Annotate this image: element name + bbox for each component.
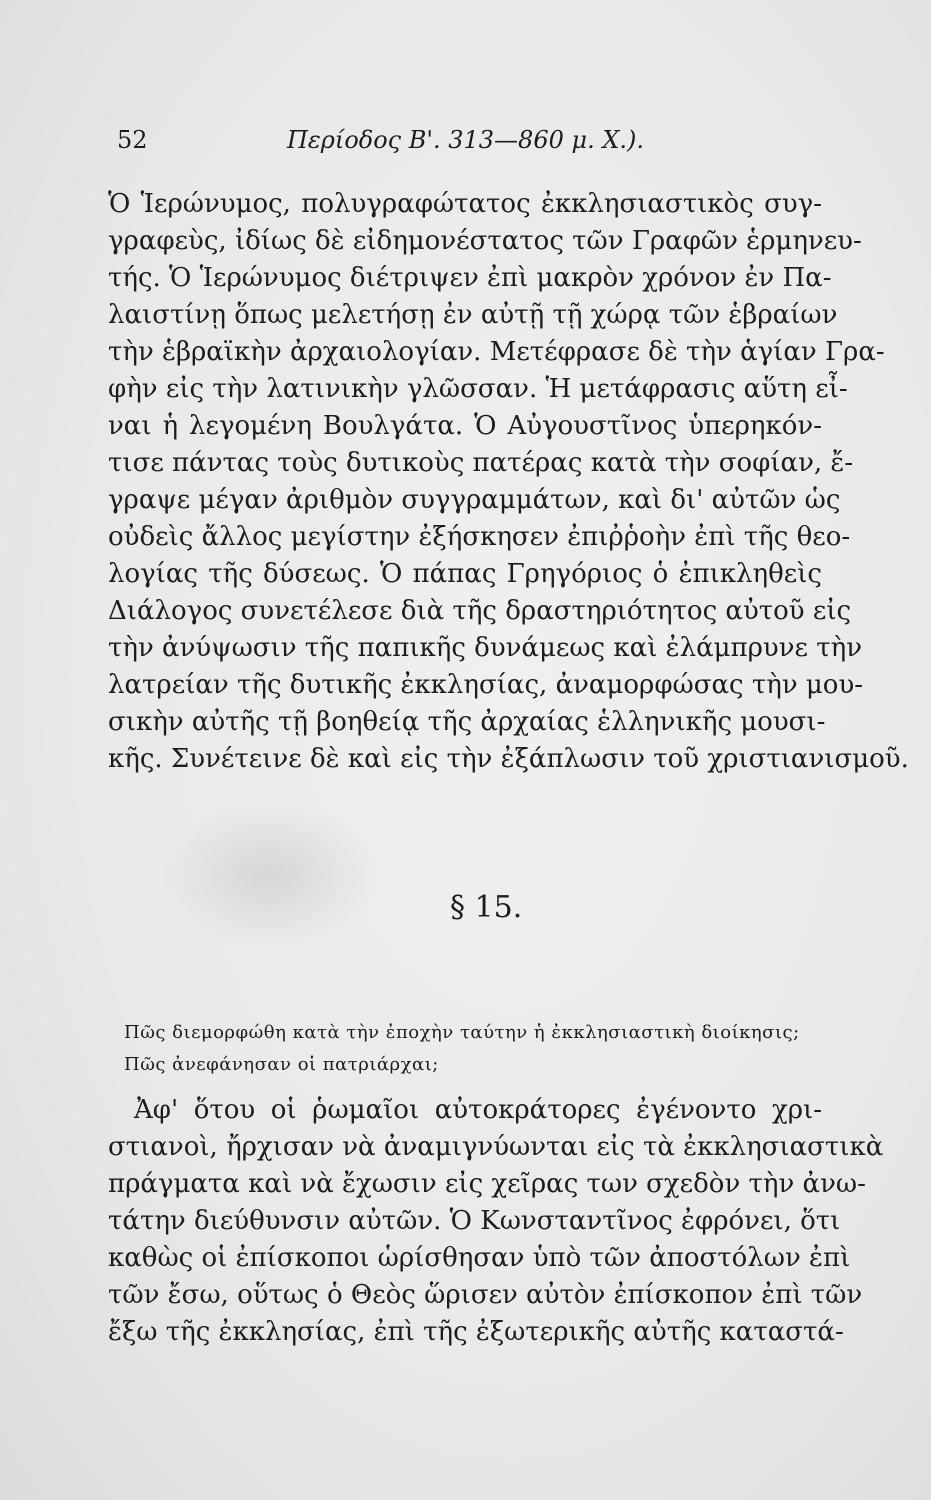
text-line: τής. Ὁ Ἱερώνυμος διέτριψεν ἐπὶ μακρὸν χρόνον ἐν Πα- (108, 263, 832, 293)
text-line: κῆς. Συνέτεινε δὲ καὶ εἰς τὴν ἐξάπλωσιν τοῦ χριστιανισμοῦ. (108, 744, 909, 774)
summary-line: Πῶς ἀνεφάνησαν οἱ πατριάρχαι; (124, 1054, 439, 1075)
page-stain (160, 800, 380, 950)
text-line: ναι ἡ λεγομένη Βουλγάτα. Ὁ Αὐγουστῖνος ὑπερηκόν- (108, 411, 822, 441)
text-line: Διάλογος συνετέλεσε διὰ τῆς δραστηριότητος αὐτοῦ εἰς (108, 596, 852, 626)
text-line: καθὼς οἱ ἐπίσκοποι ὡρίσθησαν ὑπὸ τῶν ἀποστόλων ἐπὶ (108, 1243, 851, 1273)
summary-line: Πῶς διεμορφώθη κατὰ τὴν ἐποχὴν ταύτην ἡ ἐκκλησιαστικὴ διοίκησις; (124, 1022, 800, 1043)
page-header (117, 126, 817, 160)
text-line: Ἀφ' ὅτου οἱ ῥωμαῖοι αὐτοκράτορες ἐγένοντο χρι- (134, 1095, 822, 1125)
text-line: φὴν εἰς τὴν λατινικὴν γλῶσσαν. Ἡ μετάφρασις αὕτη εἶ- (108, 374, 848, 404)
section-heading: § 15. (450, 890, 523, 925)
running-head: Περίοδος Β'. 313—860 μ. Χ.). (287, 126, 645, 154)
text-line: οὐδεὶς ἄλλος μεγίστην ἐξήσκησεν ἐπιῤῥοὴν ἐπὶ τῆς θεο- (108, 522, 851, 552)
text-line: τάτην διεύθυνσιν αὐτῶν. Ὁ Κωνσταντῖνος ἐφρόνει, ὅτι (108, 1206, 841, 1236)
text-line: γραψε μέγαν ἀριθμὸν συγγραμμάτων, καὶ δι' αὐτῶν ὡς (108, 485, 841, 515)
text-line: τισε πάντας τοὺς δυτικοὺς πατέρας κατὰ τὴν σοφίαν, ἔ- (108, 448, 854, 478)
text-line: τῶν ἔσω, οὕτως ὁ Θεὸς ὥρισεν αὐτὸν ἐπίσκοπον ἐπὶ τῶν (108, 1280, 863, 1310)
text-line: πράγματα καὶ νὰ ἔχωσιν εἰς χεῖρας των σχεδὸν τὴν ἀνω- (108, 1169, 866, 1199)
text-line: σικὴν αὐτῆς τῇ βοηθείᾳ τῆς ἀρχαίας ἑλληνικῆς μουσι- (108, 707, 826, 737)
text-line: Ὁ Ἱερώνυμος, πολυγραφώτατος ἐκκλησιαστικὸς συγ- (108, 189, 822, 219)
text-line: τὴν ἑβραϊκὴν ἀρχαιολογίαν. Μετέφρασε δὲ τὴν ἁγίαν Γρα- (108, 337, 885, 367)
text-line: τὴν ἀνύψωσιν τῆς παπικῆς δυνάμεως καὶ ἐλάμπρυνε τὴν (108, 633, 863, 663)
text-line: λατρείαν τῆς δυτικῆς ἐκκλησίας, ἀναμορφώσας τὴν μου- (108, 670, 864, 700)
page-number: 52 (117, 126, 148, 154)
text-line: λαιστίνῃ ὅπως μελετήσῃ ἐν αὐτῇ τῇ χώρᾳ τῶν ἑβραίων (108, 300, 838, 330)
text-line: λογίας τῆς δύσεως. Ὁ πάπας Γρηγόριος ὁ ἐπικληθεὶς (108, 559, 822, 589)
text-line: στιανοὶ, ἤρχισαν νὰ ἀναμιγνύωνται εἰς τὰ ἐκκλησιαστικὰ (108, 1132, 884, 1162)
text-line: ἔξω τῆς ἐκκλησίας, ἐπὶ τῆς ἐξωτερικῆς αὐτῆς καταστά- (108, 1317, 844, 1347)
text-line: γραφεὺς, ἰδίως δὲ εἰδημονέστατος τῶν Γραφῶν ἑρμηνευ- (108, 226, 862, 256)
